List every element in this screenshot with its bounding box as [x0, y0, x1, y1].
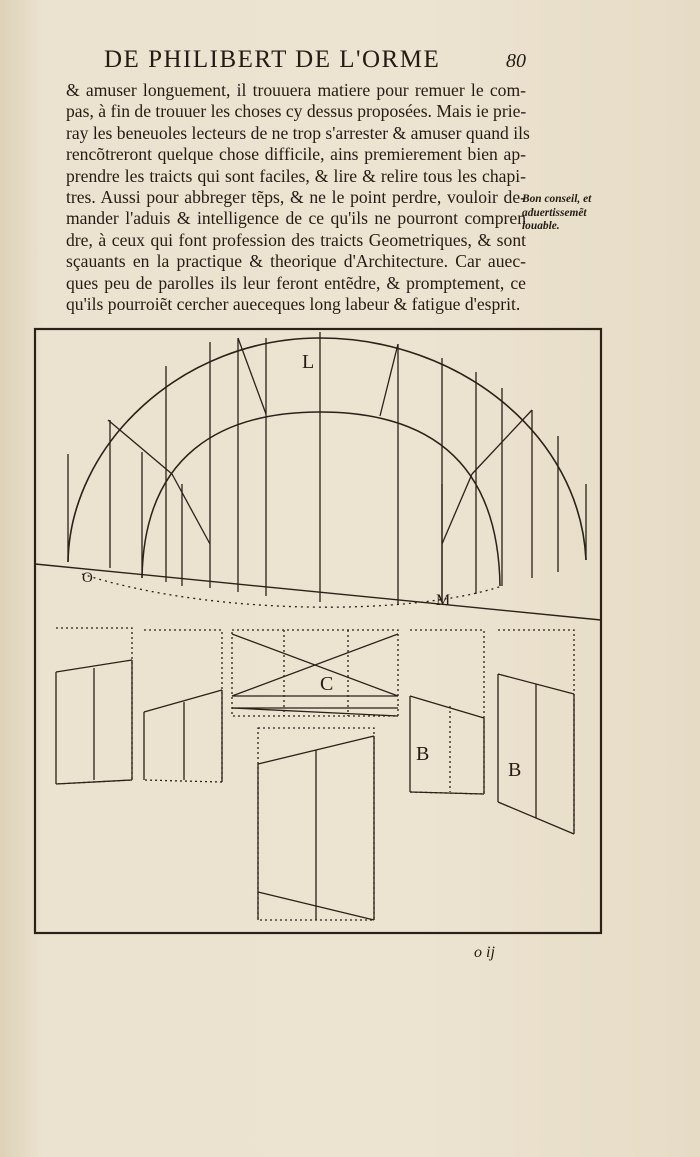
- text-line: dre, à ceux qui font profession des traicts Geometriques, & sont: [66, 229, 526, 250]
- text-line: prendre les traicts qui sont faciles, & lire & relire tous les chapi-: [66, 165, 526, 186]
- text-line: ray les beneuoles lecteurs de ne trop s'arrester & amuser quand ils: [66, 122, 530, 143]
- label-m: M: [436, 592, 451, 609]
- body-paragraph: [66, 80, 530, 315]
- text-line: tres. Aussi pour abbreger tẽps, & ne le point perdre, vouloir de-: [66, 186, 526, 207]
- running-head: [0, 44, 700, 80]
- margin-note-line: aduertissemẽt: [522, 206, 587, 219]
- text-line: sçauants en la practique & theorique d'Architecture. Car auec-: [66, 251, 526, 272]
- text-line: qu'ils pourroiẽt cercher aueceques long labeur & fatigue d'esprit.: [66, 293, 521, 314]
- text-line: pas, à fin de trouuer les choses cy dessus proposées. Mais ie prie-: [66, 101, 527, 122]
- text-line: mander l'aduis & intelligence de ce qu'ils ne pourront compren: [66, 208, 526, 229]
- margin-note-line: Bon conseil, et: [522, 193, 592, 205]
- text-line: & amuser longuement, il trouuera matiere pour remuer le com-: [66, 80, 526, 100]
- plate-labels: [32, 324, 604, 936]
- signature-mark: o ij: [474, 944, 495, 961]
- page-number: 80: [506, 50, 526, 72]
- geometric-plate: [32, 324, 604, 936]
- text-line: ques peu de parolles ils leur feront entẽdre, & promptement, ce: [66, 272, 526, 293]
- margin-note: [522, 193, 600, 234]
- label-b-left: B: [416, 743, 430, 765]
- label-l: L: [302, 351, 315, 373]
- running-title: DE PHILIBERT DE L'ORME: [104, 46, 441, 73]
- margin-note-line: louable.: [522, 220, 560, 233]
- text-line: rencõtreront quelque chose difficile, ains premierement bien ap-: [66, 144, 526, 165]
- label-o: O: [82, 570, 93, 586]
- label-b-right: B: [508, 759, 522, 781]
- label-c: C: [320, 673, 334, 695]
